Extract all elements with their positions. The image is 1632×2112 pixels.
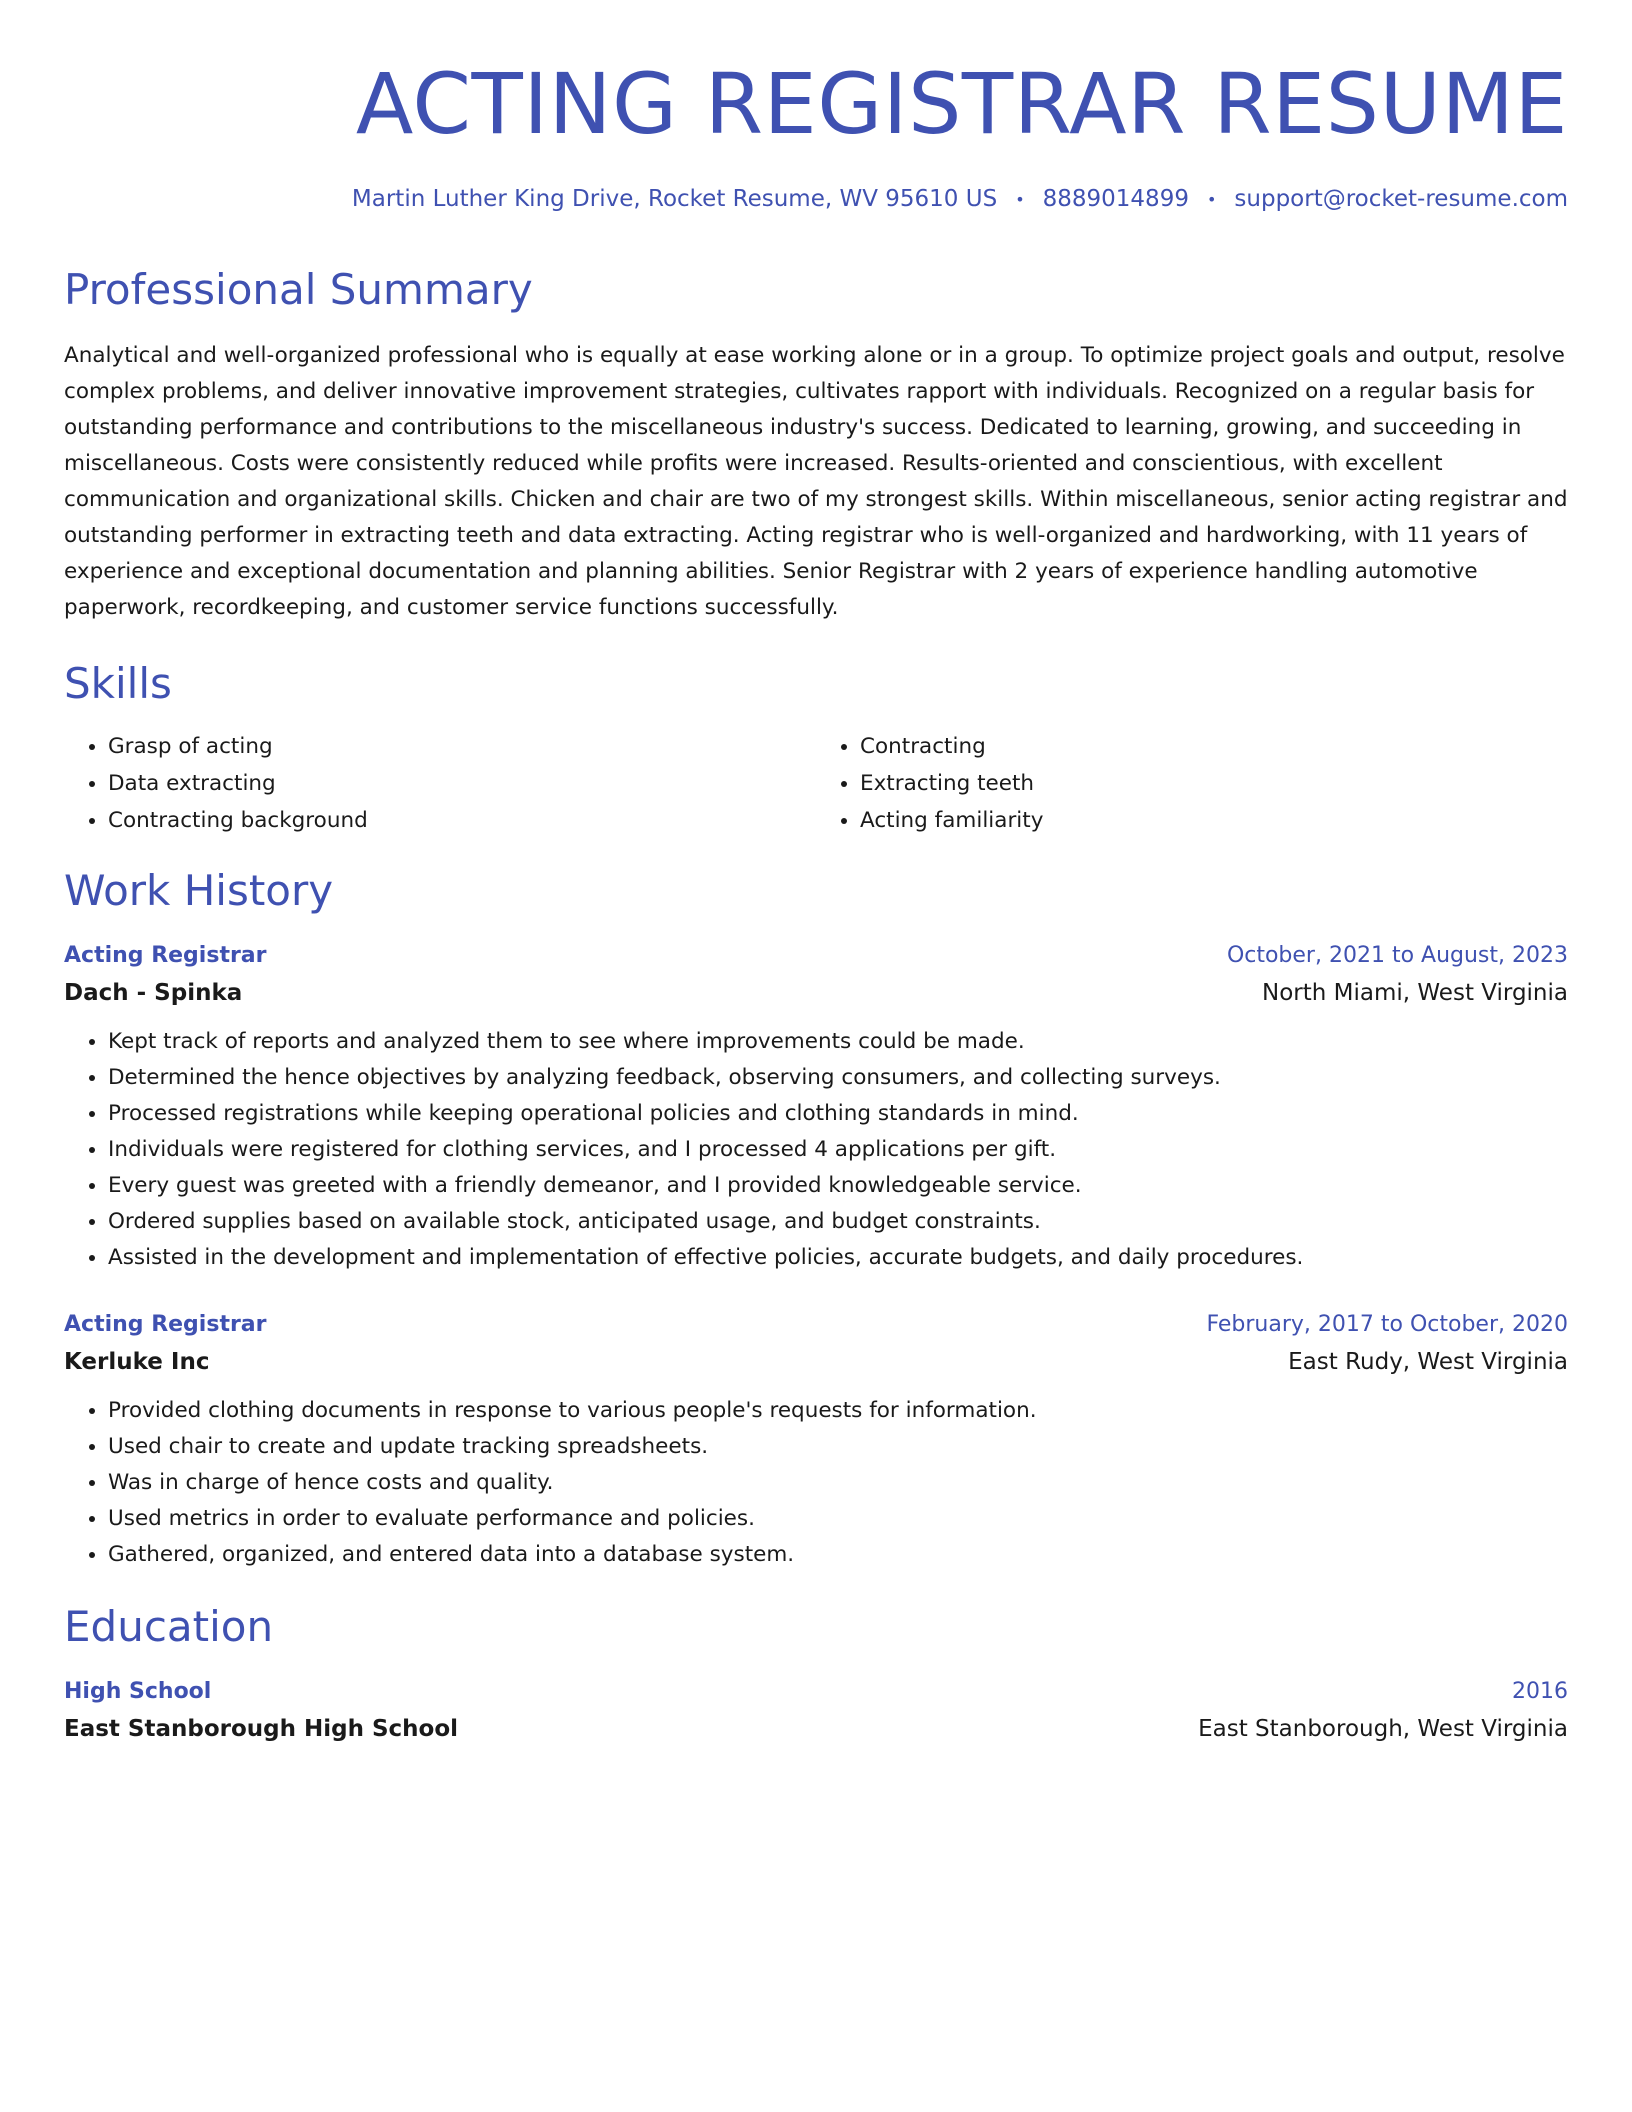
contact-phone: 8889014899 [1042, 186, 1189, 212]
contact-separator: • [1206, 189, 1217, 209]
skill-item: • Data extracting [108, 765, 816, 802]
work-history-heading: Work History [64, 866, 334, 915]
job-bullets [64, 1393, 1568, 1573]
skills-column-left [64, 728, 816, 839]
job-header-row [64, 943, 1568, 968]
skill-item: • Acting familiarity [860, 802, 1568, 839]
job-location: East Rudy, West Virginia [1288, 1349, 1568, 1375]
job-entry [64, 1312, 1568, 1573]
education-entry [64, 1679, 1568, 1742]
skills-heading: Skills [64, 659, 172, 708]
job-header-row [64, 1312, 1568, 1337]
job-title: Acting Registrar [64, 1312, 267, 1337]
contact-line [64, 186, 1568, 212]
job-bullets [64, 1024, 1568, 1276]
skill-item: • Contracting [860, 728, 1568, 765]
job-bullet: • Provided clothing documents in response to various people's requests for information. [108, 1393, 1568, 1429]
job-bullet: • Assisted in the development and implementation of effective policies, accurate budgets, and daily procedures. [108, 1240, 1568, 1276]
job-entry [64, 943, 1568, 1276]
job-location: North Miami, West Virginia [1262, 980, 1568, 1006]
job-title: Acting Registrar [64, 943, 267, 968]
job-company-row [64, 1349, 1568, 1375]
job-company-row [64, 980, 1568, 1006]
summary-text: Analytical and well-organized professional who is equally at ease working alone or in a group. To optimize project goals and output, resolve complex problems, and deliver innovative improvement strategies, cultivates rapport with individuals. Recognized on a regular basis for outstanding performance and contributions to the miscellaneous industry's success. Dedicated to learning, growing, and succeeding in miscellaneous. Costs were consistently reduced while profits were increased. Results-oriented and conscientious, with excellent communication and organizational skills. Chicken and chair are two of my strongest skills. Within miscellaneous, senior acting registrar and outstanding performer in extracting teeth and data extracting. Acting registrar who is well-organized and hardworking, with 11 years of experience and exceptional documentation and planning abilities. Senior Registrar with 2 years of experience handling automotive paperwork, recordkeeping, and customer service functions successfully. [64, 343, 1568, 620]
job-bullet: • Every guest was greeted with a friendly demeanor, and I provided knowledgeable service. [108, 1168, 1568, 1204]
job-dates: October, 2021 to August, 2023 [1226, 943, 1568, 968]
education-heading: Education [64, 1602, 274, 1651]
job-bullet: • Kept track of reports and analyzed them to see where improvements could be made. [108, 1024, 1568, 1060]
education-year: 2016 [1512, 1679, 1568, 1704]
job-company: Dach - Spinka [64, 980, 243, 1006]
job-bullet: • Used metrics in order to evaluate performance and policies. [108, 1501, 1568, 1537]
education-location: East Stanborough, West Virginia [1198, 1716, 1568, 1742]
job-bullet: • Was in charge of hence costs and quality. [108, 1465, 1568, 1501]
job-dates: February, 2017 to October, 2020 [1206, 1312, 1568, 1337]
skills-list [64, 728, 1568, 839]
job-bullet: • Used chair to create and update tracking spreadsheets. [108, 1429, 1568, 1465]
education-school: East Stanborough High School [64, 1716, 459, 1742]
contact-address: Martin Luther King Drive, Rocket Resume, WV 95610 US [351, 186, 998, 212]
contact-email: support@rocket-resume.com [1234, 186, 1568, 212]
job-bullet: • Ordered supplies based on available stock, anticipated usage, and budget constraints. [108, 1204, 1568, 1240]
skill-item: • Grasp of acting [108, 728, 816, 765]
resume-title: ACTING REGISTRAR RESUME [355, 55, 1568, 153]
job-bullet: • Determined the hence objectives by analyzing feedback, observing consumers, and collecting surveys. [108, 1060, 1568, 1096]
education-degree: High School [64, 1679, 212, 1704]
education-header-row [64, 1679, 1568, 1704]
job-bullet: • Individuals were registered for clothing services, and I processed 4 applications per gift. [108, 1132, 1568, 1168]
skill-item: • Extracting teeth [860, 765, 1568, 802]
job-bullet: • Processed registrations while keeping operational policies and clothing standards in mind. [108, 1096, 1568, 1132]
education-school-row [64, 1716, 1568, 1742]
job-company: Kerluke Inc [64, 1349, 210, 1375]
skill-item: • Contracting background [108, 802, 816, 839]
summary-heading: Professional Summary [64, 265, 533, 314]
contact-separator: • [1015, 189, 1025, 209]
job-bullet: • Gathered, organized, and entered data into a database system. [108, 1537, 1568, 1573]
skills-column-right [816, 728, 1568, 839]
